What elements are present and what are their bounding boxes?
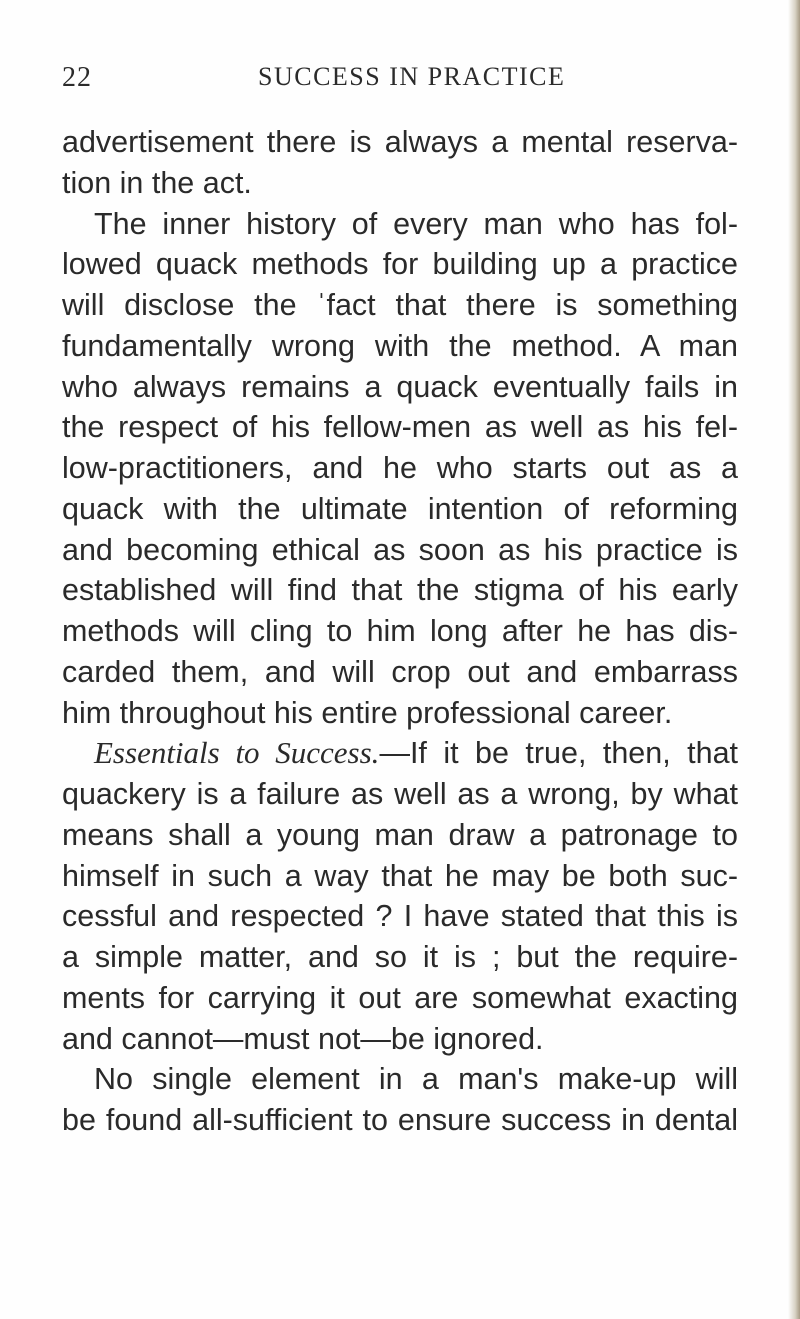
text-line: a simple matter, and so it is ; but the require- <box>62 940 738 974</box>
text-line: quackery is a failure as well as a wrong, by what <box>62 777 738 811</box>
text-line: and becoming ethical as soon as his practice is <box>62 532 738 567</box>
text-line: low-practitioners, and he who starts out as a <box>62 451 738 485</box>
text-line: carded them, and will crop out and embarrass <box>62 654 738 689</box>
text-line: tion in the act. <box>62 165 252 200</box>
text-line: lowed quack methods for building up a practice <box>62 247 738 282</box>
text-line: quack with the ultimate intention of reforming <box>62 491 738 526</box>
page-number: 22 <box>62 62 92 93</box>
section-heading-line <box>62 733 738 774</box>
text-line: him throughout his entire professional career. <box>62 695 673 730</box>
text-line: established will find that the stigma of his early <box>62 573 738 608</box>
text-line: methods will cling to him long after he has dis- <box>62 614 738 648</box>
page-edge-shadow <box>788 0 800 1319</box>
text-line: advertisement there is always a mental reserva- <box>62 125 738 159</box>
body-text <box>62 122 738 1141</box>
section-heading-continuation: —If it be true, then, that <box>379 736 739 771</box>
paragraph-start-line: The inner history of every man who has fol- <box>94 206 738 241</box>
paragraph-start-line: No single element in a man's make-up will <box>94 1062 738 1097</box>
text-line: fundamentally wrong with the method. A man <box>62 328 738 363</box>
text-line: means shall a young man draw a patronage to <box>62 817 738 852</box>
section-heading: Essentials to Success. <box>94 735 380 771</box>
text-line: the respect of his fellow-men as well as his fel- <box>62 410 738 445</box>
text-line: will disclose the ˈfact that there is something <box>62 288 738 322</box>
text-line: who always remains a quack eventually fails in <box>62 369 738 404</box>
running-title: SUCCESS IN PRACTICE <box>258 62 566 91</box>
text-line: ments for carrying it out are somewhat exacting <box>62 980 738 1015</box>
running-head <box>62 62 742 102</box>
text-line: cessful and respected ? I have stated that this is <box>62 899 738 934</box>
text-line: himself in such a way that he may be both suc- <box>62 858 738 893</box>
text-line: be found all-sufficient to ensure success in dental <box>62 1103 738 1137</box>
text-line: and cannot—must not—be ignored. <box>62 1021 544 1056</box>
